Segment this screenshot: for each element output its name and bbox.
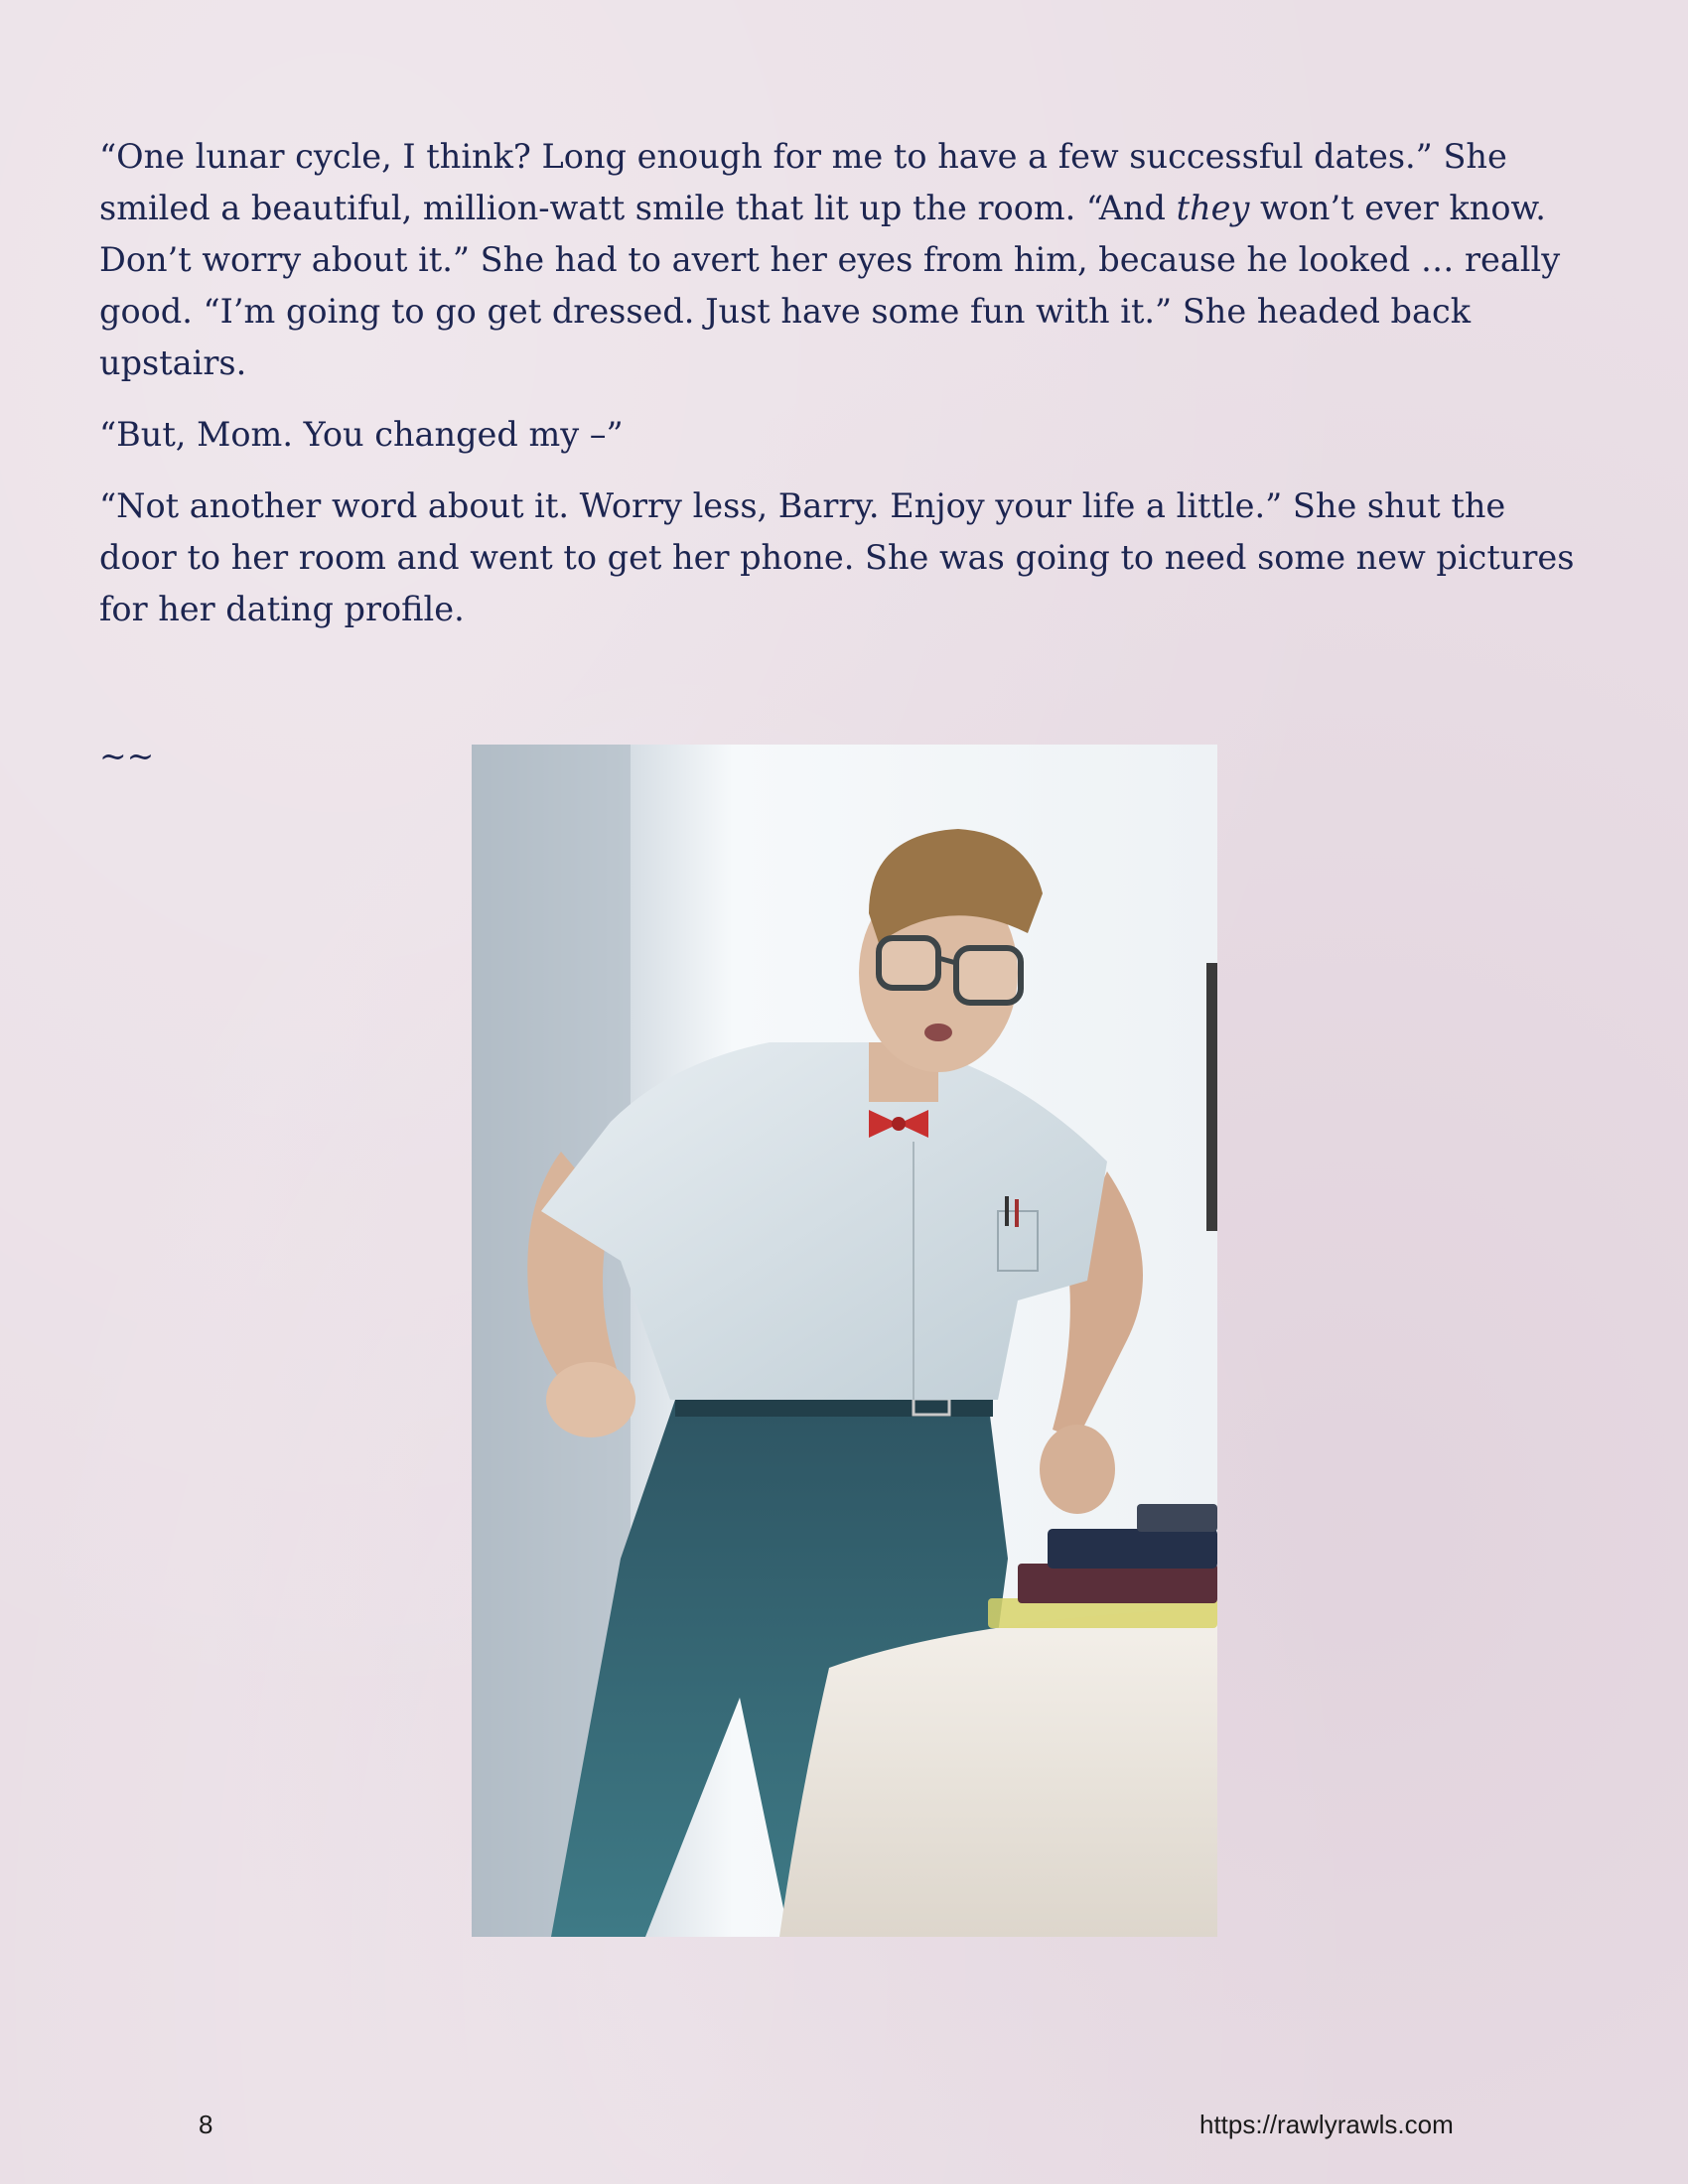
scene-separator: ~~ <box>99 737 155 775</box>
website-url[interactable]: https://rawlyrawls.com <box>1199 2110 1454 2139</box>
paragraph-1-text-b: won’t ever know. Don’t worry about it.” She had to avert her eyes from him, because he looked … really good. “I’m going to go get dressed. Just have some fun with it.” She headed back upstairs. <box>99 189 1561 382</box>
paragraph-1 <box>99 131 1589 389</box>
story-illustration <box>472 745 1217 1937</box>
paragraph-2: “But, Mom. You changed my –” <box>99 415 624 454</box>
paragraph-1-text-a: “One lunar cycle, I think? Long enough for me to have a few successful dates.” She smiled a beautiful, million-watt smile that lit up the room. “And <box>99 137 1507 227</box>
emphasis-they: they <box>1176 189 1250 227</box>
story-text <box>99 131 1589 655</box>
page-number: 8 <box>199 2110 213 2139</box>
paragraph-3: “Not another word about it. Worry less, Barry. Enjoy your life a little.” She shut the door to her room and went to get her phone. She was going to need some new pictures for her dating profile. <box>99 486 1575 628</box>
